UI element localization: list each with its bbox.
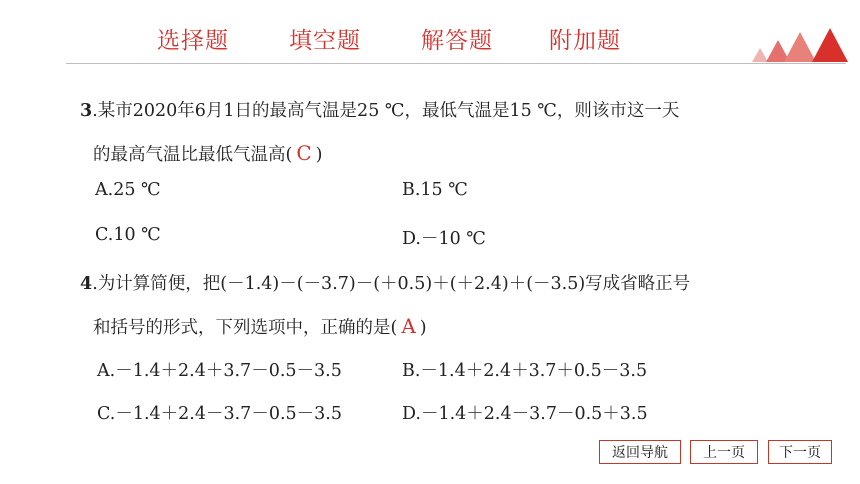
option-b: B.15 ℃ — [402, 180, 468, 200]
option-b: B.－1.4＋2.4＋3.7＋0.5－3.5 — [402, 361, 648, 381]
question-4-stem-line1 — [80, 270, 690, 295]
answer-mark: C — [296, 141, 312, 165]
option-a: A.25 ℃ — [95, 180, 161, 200]
question-3-stem-line2 — [93, 141, 322, 166]
question-text: ) — [315, 145, 323, 165]
question-text: 和括号的形式，下列选项中，正确的是( — [93, 318, 398, 338]
question-number: 3 — [80, 101, 93, 121]
answer-mark: A — [401, 314, 416, 338]
nav-divider — [66, 63, 846, 64]
top-nav — [0, 0, 860, 64]
question-number: 4 — [80, 274, 93, 294]
next-page-button[interactable]: 下一页 — [768, 440, 832, 464]
question-text: ) — [419, 318, 427, 338]
tab-choice-questions[interactable]: 选择题 — [157, 28, 229, 54]
question-text: 的最高气温比最低气温高( — [93, 145, 293, 165]
tab-extra-questions[interactable]: 附加题 — [549, 28, 621, 54]
question-3-stem-line1 — [80, 97, 679, 122]
option-d: D.－10 ℃ — [402, 229, 486, 249]
prev-page-button[interactable]: 上一页 — [690, 440, 758, 464]
question-4-stem-line2 — [93, 314, 427, 339]
back-to-nav-button[interactable]: 返回导航 — [599, 440, 681, 464]
option-c: C.－1.4＋2.4－3.7－0.5－3.5 — [97, 404, 342, 424]
tab-answer-questions[interactable]: 解答题 — [421, 28, 493, 54]
option-c: C.10 ℃ — [95, 225, 161, 245]
question-text: .为计算简便，把(－1.4)－(－3.7)－(＋0.5)＋(＋2.4)＋(－3.5)写成省略正号 — [92, 274, 691, 294]
tab-fill-blank[interactable]: 填空题 — [289, 28, 361, 54]
question-text: .某市2020年6月1日的最高气温是25 ℃，最低气温是15 ℃，则该市这一天 — [92, 101, 680, 121]
option-a: A.－1.4＋2.4＋3.7－0.5－3.5 — [97, 361, 342, 381]
option-d: D.－1.4＋2.4－3.7－0.5＋3.5 — [402, 404, 648, 424]
